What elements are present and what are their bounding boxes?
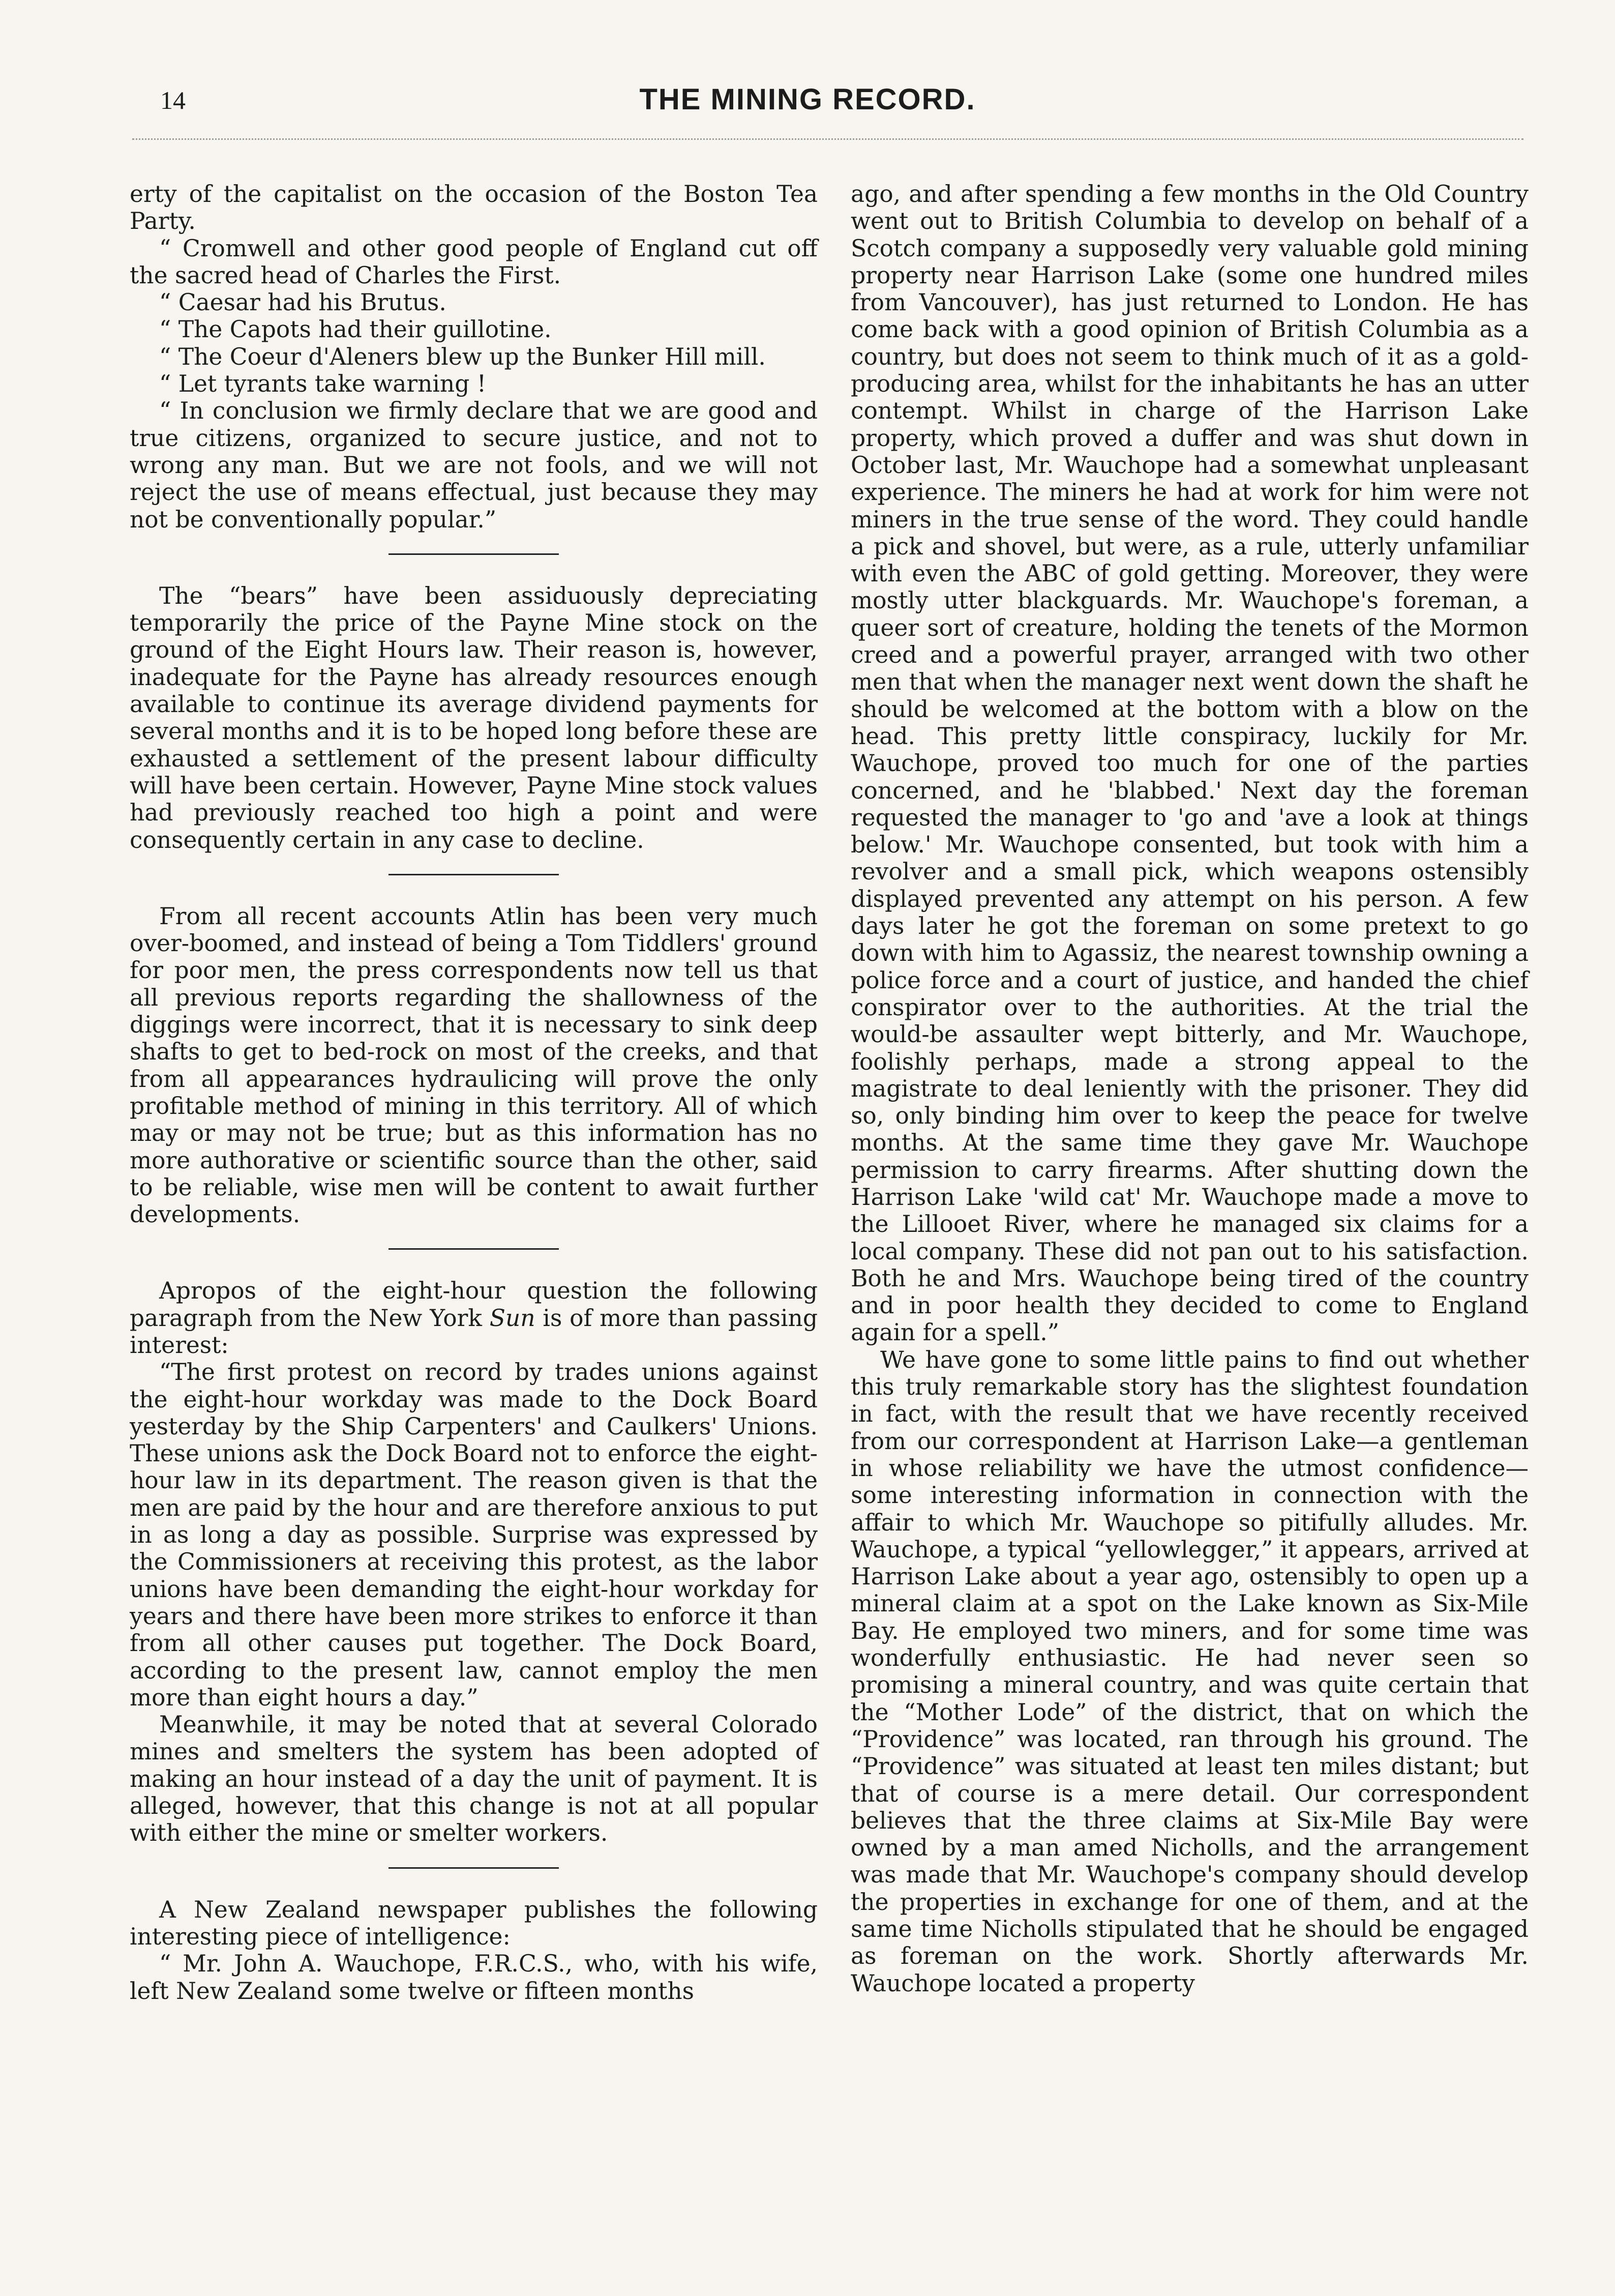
paragraph-text: is of more than passing interest:	[130, 1304, 818, 1359]
paragraph-text: Apropos of the eight-hour question the following paragraph from the New York	[130, 1277, 818, 1332]
section-divider	[388, 553, 559, 555]
section-divider	[388, 1248, 559, 1250]
paragraph: “ Cromwell and other good people of England cut off the sacred head of Charles the First.	[130, 234, 818, 289]
right-column	[851, 181, 1529, 1997]
running-title: THE MINING RECORD.	[639, 83, 976, 116]
paragraph: “ The Coeur d'Aleners blew up the Bunker Hill mill.	[159, 343, 766, 370]
section-divider	[388, 1867, 559, 1869]
page-number: 14	[160, 86, 186, 114]
section-divider	[388, 874, 559, 875]
paragraph: A New Zealand newspaper publishes the following interesting piece of intelligence:	[130, 1896, 818, 1950]
paragraph: “ Caesar had his Brutus.	[159, 289, 446, 316]
quoted-paragraph: “ Mr. John A. Wauchope, F.R.C.S., who, with his wife, left New Zealand some twelve or fifteen months	[130, 1950, 818, 2005]
left-column	[130, 181, 818, 2005]
paragraph: We have gone to some little pains to find out whether this truly remarkable story has the slightest foundation in fact, with the result that we have recently received from our correspondent at Harrison Lake—a gentleman in whose reliability we have the utmost confidence—some interesting information in connection with the affair to which Mr. Wauchope so pitifully alludes. Mr. Wauchope, a typical “yellowlegger,” it appears, arrived at Harrison Lake about a year ago, ostensibly to open up a mineral claim at a spot on the Lake known as Six-Mile Bay. He employed two miners, and for some time was wonderfully enthusiastic. He had never seen so promising a mineral country, and was quite certain that the “Mother Lode” of the district, that on which the “Providence” was located, ran through his ground. The “Providence” was situated at least ten miles distant; but that of course is a mere detail. Our correspondent believes that the three claims at Six-Mile Bay were owned by a man amed Nicholls, and the arrangement was made that Mr. Wauchope's company should develop the properties in exchange for one of them, and at the same time Nicholls stipulated that he should be engaged as foreman on the work. Shortly afterwards Mr. Wauchope located a property	[851, 1346, 1529, 1997]
paragraph: Meanwhile, it may be noted that at several Colorado mines and smelters the system has been adopted of making an hour instead of a day the unit of payment. It is alleged, however, that this change is not at all popular with either the mine or smelter workers.	[130, 1711, 818, 1847]
paragraph	[130, 1277, 818, 1359]
paragraph: From all recent accounts Atlin has been very much over-boomed, and instead of being a Tom Tiddlers' ground for poor men, the press correspondents now tell us that all previous reports regarding the shallowness of the diggings were incorrect, that it is necessary to sink deep shafts to get to bed-rock on most of the creeks, and that from all appearances hydraulicing will prove the only profitable method of mining in this territory. All of which may or may not be true; but as this information has no more authorative or scientific source than the other, said to be reliable, wise men will be content to await further developments.	[130, 902, 818, 1228]
paragraph: “ The Capots had their guillotine.	[159, 316, 552, 343]
paragraph: “ In conclusion we firmly declare that we are good and true citizens, organized to secure justice, and not to wrong any man. But we are not fools, and we will not reject the use of means effectual, just because they may not be conventionally popular.”	[130, 397, 818, 533]
header-rule	[132, 138, 1523, 140]
paragraph: The “bears” have been assiduously depreciating temporarily the price of the Payne Mine stock on the ground of the Eight Hours law. Their reason is, however, inadequate for the Payne has already resources enough available to continue its average dividend payments for several months and it is to be hoped long before these are exhausted a settlement of the present labour difficulty will have been certain. However, Payne Mine stock values had previously reached too high a point and were consequently certain in any case to decline.	[130, 582, 818, 853]
quoted-paragraph: “The first protest on record by trades unions against the eight-hour workday was made to the Dock Board yesterday by the Ship Carpenters' and Caulkers' Unions. These unions ask the Dock Board not to enforce the eight-hour law in its department. The reason given is that the men are paid by the hour and are therefore anxious to put in as long a day as possible. Surprise was expressed by the Commissioners at receiving this protest, as the labor unions have been demanding the eight-hour workday for years and there have been more strikes to enforce it than from all other causes put together. The Dock Board, according to the present law, cannot employ the men more than eight hours a day.”	[130, 1359, 818, 1711]
quoted-paragraph: ago, and after spending a few months in the Old Country went out to British Columbia to develop on behalf of a Scotch company a supposedly very valuable gold mining property near Harrison Lake (some one hundred miles from Vancouver), has just returned to London. He has come back with a good opinion of British Columbia as a country, but does not seem to think much of it as a gold-producing area, whilst for the inhabitants he has an utter contempt. Whilst in charge of the Harrison Lake property, which proved a duffer and was shut down in October last, Mr. Wauchope had a somewhat unpleasant experience. The miners he had at work for him were not miners in the true sense of the word. They could handle a pick and shovel, but were, as a rule, utterly unfamiliar with even the ABC of gold getting. Moreover, they were mostly utter blackguards. Mr. Wauchope's foreman, a queer sort of creature, holding the tenets of the Mormon creed and a powerful prayer, arranged with two other men that when the manager next went down the shaft he should be welcomed at the bottom with a blow on the head. This pretty little conspiracy, luckily for Mr. Wauchope, proved too much for one of the parties concerned, and he 'blabbed.' Next day the foreman requested the manager to 'go and 'ave a look at things below.' Mr. Wauchope consented, but took with him a revolver and a small pick, which weapons ostensibly displayed prevented any attempt on his person. A few days later he got the foreman on some pretext to go down with him to Agassiz, the nearest township owning a police force and a court of justice, and handed the chief conspirator over to the authorities. At the trial the would-be assaulter wept bitterly, and Mr. Wauchope, foolishly perhaps, made a strong appeal to the magistrate to deal leniently with the prisoner. They did so, only binding him over to keep the peace for twelve months. At the same time they gave Mr. Wauchope permission to carry firearms. After shutting down the Harrison Lake 'wild cat' Mr. Wauchope made a move to the Lillooet River, where he managed six claims for a local company. These did not pan out to his satisfaction. Both he and Mrs. Wauchope being tired of the country and in poor health they decided to come to England again for a spell.”	[851, 181, 1529, 1346]
paragraph: “ Let tyrants take warning !	[159, 370, 487, 398]
newspaper-name: Sun	[489, 1304, 535, 1332]
paragraph: erty of the capitalist on the occasion of the Boston Tea Party.	[130, 181, 818, 235]
page-header	[0, 0, 1615, 153]
